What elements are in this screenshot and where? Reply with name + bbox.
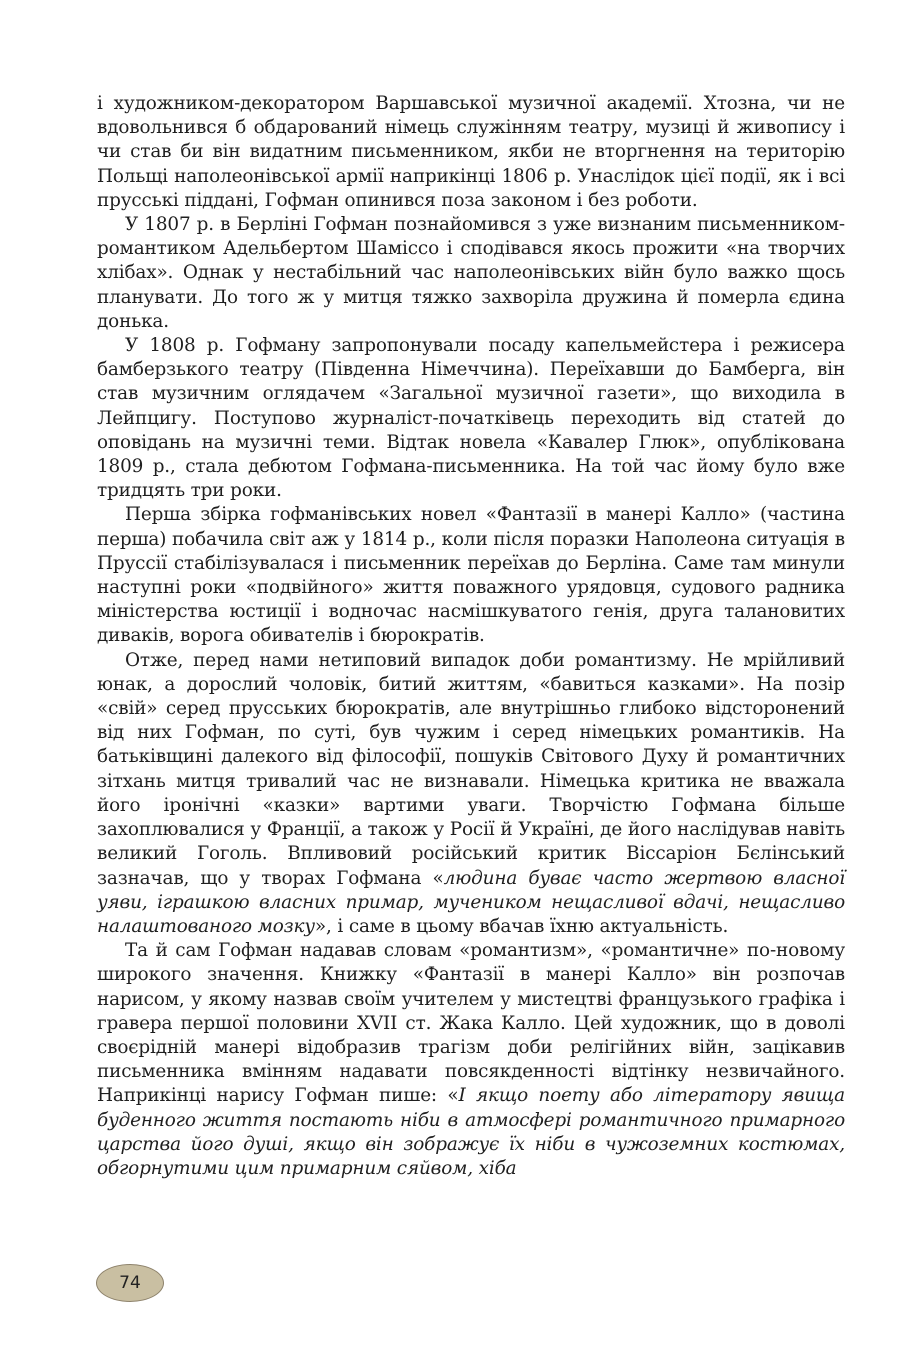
belinsky-quote: людина буває часто жертвою власної уяви, іграшкою власних примар, мучеником нещасливої вдачі, нещасливо налаштованого мозку — [97, 867, 845, 937]
page-body — [97, 92, 845, 1181]
hoffmann-quote: І якщо поету або літератору явища буденного життя постають ніби в атмосфері романтичного примарного царства його душі, якщо він зображує їх ніби в чужоземних костюмах, обгорнутими цим примарним сяйвом, хіба — [97, 1085, 845, 1179]
page-number: 74 — [119, 1273, 141, 1293]
paragraph-6-text: Та й сам Гофман надавав словам «романтизм», «романтичне» по-новому широкого значення. Книжку «Фантазії в манері Калло» він розпочав нарисом, у якому назвав своїм учителем у мистецтві французького графіка і гравера першої половини XVII ст. Жака Калло. Цей художник, що в доволі своєрідній манері відобразив трагізм доби релігійних війн, зацікавив письменника вмінням надавати повсякденності відтінку незвичайного. Наприкінці нарису Гофман пише: « — [97, 940, 845, 1107]
page-number-badge — [96, 1264, 164, 1302]
paragraph-6 — [97, 939, 845, 1181]
paragraph-3: У 1808 р. Гофману запропонували посаду капельмейстера і режисера бамберзького театру (Південна Німеччина). Переїхавши до Бамберга, він став музичним оглядачем «Загальної музичної газети», що виходила в Лейпцигу. Поступово журналіст-початківець переходить від статей до оповідань на музичні теми. Відтак новела «Кавалер Глюк», опублікована 1809 р., стала дебютом Гофмана-письменника. На той час йому було вже тридцять три роки. — [97, 335, 845, 502]
paragraph-5-ending: », і саме в цьому вбачав їхню актуальність. — [314, 915, 729, 937]
paragraph-4: Перша збірка гофманівських новел «Фантазії в манері Калло» (частина перша) побачила світ аж у 1814 р., коли після поразки Наполеона ситуація в Пруссії стабілізувалася і письменник переїхав до Берліна. Саме там минули наступні роки «подвійного» життя поважного урядовця, судового радника міністерства юстиції і водночас насмішкуватого генія, друга талановитих диваків, ворога обивателів і бюрократів. — [97, 504, 845, 647]
paragraph-5-text: Отже, перед нами нетиповий випадок доби романтизму. Не мрійливий юнак, а дорослий чоловік, битий життям, «бавиться казками». На позір «свій» серед прусських бюрократів, але внутрішньо глибоко відсторонений від них Гофман, по суті, був чужим і серед німецьких романтиків. На батьківщині далекого від філософії, пошуків Світового Духу й романтичних зітхань митця тривалий час не визнавали. Німецька критика не вважала його іронічні «казки» вартими уваги. Творчістю Гофмана більше захоплювалися у Франції, а також у Росії й Україні, де його наслідував навіть великий Гоголь. Впливовий російський критик Віссаріон Бєлінський зазначав, що у творах Гофмана « — [97, 649, 845, 889]
paragraph-5 — [97, 649, 845, 939]
paragraph-2: У 1807 р. в Берліні Гофман познайомився з уже визнаним письменником-романтиком Адельбертом Шаміссо і сподівався якось прожити «на творчих хлібах». Однак у нестабільний час наполеонівських війн було важко щось планувати. До того ж у митця тяжко захворіла дружина й померла єдина донька. — [97, 214, 845, 332]
paragraph-1: і художником-декоратором Варшавської музичної академії. Хтозна, чи не вдовольнився б обдарований німець служінням театру, музиці й живопису і чи став би він видатним письменником, якби не вторгнення на територію Польщі наполеонівської армії наприкінці 1806 р. Унаслідок цієї події, як і всі прусські піддані, Гофман опинився поза законом і без роботи. — [97, 93, 845, 211]
